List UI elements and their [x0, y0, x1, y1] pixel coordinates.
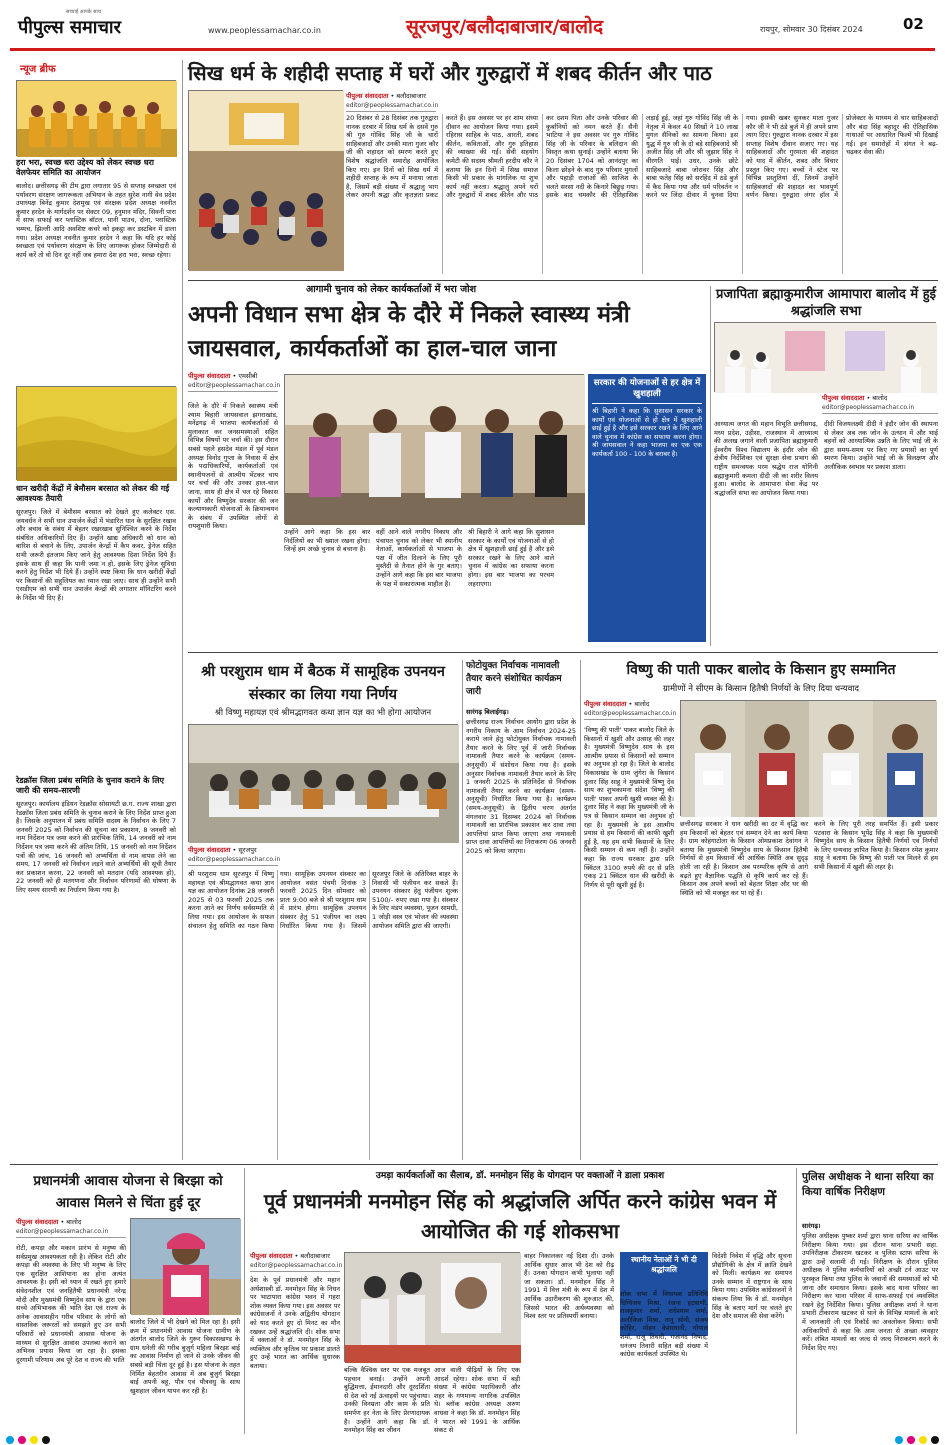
bk-photo — [714, 322, 936, 392]
logo-tag: सच्चाई आपके साथ — [66, 9, 102, 15]
bk-byline: पीपुल्स संवाददाता • बालोद editor@peoplessamachar.co.in — [822, 394, 938, 416]
awas-rule — [244, 1168, 245, 1434]
shabad-body: 20 दिसंबर से 28 दिसंबर तक गुरुद्वारा नानक दरबार में सिख धर्म के दसवें गुरु श्री गुरु गोविंद सिंह जी के चारों साहिबजादों और उनकी माता गुजर कौर जी की शहादत को स्मरण करते हुए विशेष श्रद्धांजलि समारोह आयोजित किए गए। इन दिनों को सिख धर्म में शहीदी सप्ताह के रूप में मनाया जाता है, जिसमें बड़ी संख्या में श्रद्धालु भाग लेकर अपनी श्रद्धा और कृतज्ञता प्रकट करते हैं। इस अवसर पर हर शाम संध्या दीवान का आयोजन किया गया। इसमें रहिरास साहिब के पाठ, आरती, शबद कीर्तन, कविताओं, और गुरु इतिहास की व्याख्या की गई। सेवी सहयोग कमेटी की सदस्य श्रीमती हरदीप कौर ने बताया कि इन दिनों में सिख समाज किसी भी प्रकार के मांगलिक या शुभ कार्य नहीं करता। श्रद्धालु अपने घरों और गुरुद्वारों में शबद कीर्तन और पाठ कर दशम पिता और उनके परिवार की कुर्बानियों को नमन करते हैं। सैनी भाटिया ने इस अवसर पर गुरु गोविंद सिंह जी के परिवार के बलिदान की विस्तृत कथा सुनाई। उन्होंने बताया कि 20 दिसंबर 1704 को आनंदपुर का किला छोड़ने के बाद गुरु परिवार मुगलों और पहाड़ी राजाओं की साजिश के चलते सरसा नदी के किनारे बिछुड़ गया। इसके बाद चमकौर की ऐतिहासिक लड़ाई हुई, जहां गुरु गोविंद सिंह जी के नेतृत्व में केवल 40 सिखों ने 10 लाख मुगल सैनिकों का सामना किया। इस युद्ध में गुरु जी के दो बड़े साहिबजादे श्री अजीत सिंह जी और श्री जुझार सिंह ने वीरगति पाई। उधर, उनके छोटे साहिबजादे बाबा जोरावर सिंह और बाबा फतेह सिंह को सरहिंद में ठंडे बुर्ज में कैद किया गया और धर्म परिवर्तन न करने पर जिंदा दीवार में चुनवा दिया गया। इसकी खबर सुनकर माता गुजर कौर जी ने भी ठंडे बुर्ज में ही अपने प्राण त्याग दिए। गुरुद्वारा नानक दरबार में इस सप्ताह विशेष दीवान सजाए गए। यह साहिबजादों और गुरमाता की शहादत को याद में कीर्तन, शबद और विचार प्रस्तुत किए गए। बच्चों ने स्टेज पर विभिन्न प्रस्तुतियां दीं, जिनमें उन्होंने साहिबजादों की शहादत का भावपूर्ण वर्णन किया। गुरुद्वारा लंगर हॉल में प्रोजेक्टर के माध्यम से चार साहिबजादों और बंदा सिंह बहादुर की ऐतिहासिक गाथाओं पर आधारित फिल्में भी दिखाई गई। इन समारोहों में संगत ने बढ़-चढ़कर सेवा की। — [346, 114, 938, 200]
voterlist-body: छत्तीसगढ़ राज्य निर्वाचन आयोग द्वारा प्रदेश के नगरीय निकाय के आम निर्वाचन 2024-25 कराये जाने हेतु फोटोयुक्त निर्वाचक नामावली तैयार करने के लिए पूर्व में जारी निर्वाचक नामावली तैयार करने के कार्यक्रम (समय-अनुसूची) में संशोधन किया गया है। इसके अनुसार निर्वाचक नामावली तैयार करने के लिए 1 जनवरी 2025 के प्रतिनिर्देश से निर्वाचक नामावली तैयार करने का कार्यक्रम (समय-अनुसूची) निर्धारित किया गया है। कार्यक्रम (समय-अनुसूची) के द्वितीय चरण अंतर्गत मंगलवार 31 दिसम्बर 2024 को निर्वाचक नामावली का प्रारंभिक प्रकाशन कर दावा तथा आपत्तियां प्राप्त किया जाएगा तथा नामावली प्राप्त दावा आपत्तियों का निराकरण 06 जनवरी 2025 को किया जाएगा। — [466, 718, 576, 855]
manmohan-kicker: उमड़ा कार्यकर्ताओं का सैलाब, डॉ. मनमोहन सिंह के योगदान पर वक्ताओं ने डाला प्रकाश — [375, 1171, 665, 1181]
jaiswal-callout-body: श्री बिहारी ने कहा कि सुशासन सरकार के कार्यों एवं योजनाओं से हो क्षेत्र में खुशहाली छाई हुई है और इसे सरकार रखने के लिए आने वाले चुनाव में कांग्रेस का सफाया करना होगा। श्री जायसवाल ने कहा भाजपा का एक एक कार्यकर्ता 100 - 100 के बराबर है। — [592, 407, 702, 458]
vishnu-photo — [680, 700, 936, 816]
jaiswal-col-4: श्री बिहारी ने आगे कहा कि सुशासन सरकार के कार्यों एवं योजनाओं से हो क्षेत्र में खुशहाली छाई हुई है और इसे सरकार रखने के लिए आने वाले चुनाव में कांग्रेस का सफाया करना होगा। इस बार भाजपा का परचम लहराएगा। — [468, 528, 554, 588]
vishnu-subhead: ग्रामीणों ने सीएम के किसान हितैषी निर्णयों के लिए दिया धन्यवाद — [662, 684, 860, 694]
vishnu-body: 'विष्णु की पाती' पाकर बालोद जिले के किसानों में खुशी और उत्साह की लहर है। मुख्यमंत्री विष्णुदेव साय के इस आत्मीय प्रयास से किसानों को सम्मान का अनुभव हो रहा है। जिले के बालोद विकासखंड के ग्राम जुंगेरा के किसान दुलार सिंह साहू ने मुख्यमंत्री विष्णु देव साय का शुभकामना संदेश 'विष्णु की पाती' पाकर अपनी खुशी व्यक्त की है। दुलार सिंह ने कहा कि मुख्यमंत्री जी के पत्र से किसान सम्मान का अनुभव हो रहा है। मुख्यमंत्री के इस आत्मीय प्रयास से हम किसानों की काफी खुशी हुई है, यह हम सभी किसानों के लिए किसी सम्मान से कम नहीं है। उन्होंने कहा कि राज्य सरकार द्वारा प्रति क्विंटल 3100 रुपये की दर से प्रति एकड़ 21 क्विंटल धान की खरीदी के निर्णय से पूरी खुशी हुई है। — [584, 726, 674, 889]
bk-place: बालोद — [872, 394, 888, 402]
bk-body-2: दीदी विजयलक्ष्मी दीदी ने इंदौर जोन की स्थापना से लेकर अब तक जोन के उत्थान में और भाई बहनों को आध्यात्मिक उन्नति के लिए भाई जी के द्वारा समय-समय पर किए गए प्रयासों का पूर्ण स्मरण किया। उन्होंने भाई जी के विलक्षण और अलौकिक स्वभाव पर प्रकाश डाला। — [824, 420, 938, 471]
brief-1-headline: हरा भरा, स्वच्छ धरा उद्देश्य को लेकर स्वच्छ धरा वेलफेयर समिति का आयोजन — [16, 158, 154, 177]
awas-photo — [130, 1218, 240, 1314]
bk-email[interactable]: editor@peoplessamachar.co.in — [822, 404, 915, 411]
shabad-headline: सिख धर्म के शहीदी सप्ताह में घरों और गुरुद्वारों में शबद कीर्तन और पाठ — [188, 61, 712, 85]
manmohan-byline: पीपुल्स संवाददाता • बलौदाबाजार editor@peoplessamachar.co.in — [250, 1252, 340, 1274]
jaiswal-col-3: वहीं आने वाले नगरीय निकाय और पंचायत चुनाव को लेकर भी स्थानीय नेताओं, कार्यकर्ताओं से भाजपा के पक्ष में जीत दिलाने के लिए पूरी मुस्तैदी से तैनात होने के गुर बताए। उन्होंने आगे कहा कि इस बार भाजपा के पक्ष में सकारात्मक माहौल है। — [376, 528, 462, 588]
vishnu-body-2: छत्तीसगढ़ सरकार ने धान खरीदी का दर में वृद्धि कर हम किसानों को बेहतर एवं सम्मान देने का कार्य किया है। ग्राम कोहंगाटोला के किसान ओमप्रकाश देवांगन ने बताया कि मुख्यमंत्री विष्णुदेव साय के किसान हितैषी निर्णयों से हम किसानों की आर्थिक स्थिति अब सुदृढ़ होती जा रही है। किसान अब परम्परिक कृषि से आगे बढ़ते हुए वैज्ञानिक पद्धति से कृषि कार्य कर रहे हैं। किसान अब अपने बच्चों को बेहतर शिक्षा और घर की स्थिति को भी मजबूत कर पा रहे हैं। — [680, 820, 808, 897]
police-body: पुलिस अधीक्षक पुष्कर शर्मा द्वारा थाना सरिया का वार्षिक निरीक्षण किया गया। इस दौरान थाना प्रभारी सहा. उपनिरीक्षक टीकाराम खटकर व पुलिस स्टाफ सरिया के द्वारा उन्हें सलामी दी गई। निरीक्षण के दौरान पुलिस अधीक्षक ने पुलिस कर्मचारियों को अच्छी टर्न आउट पर पुरस्कृत किया तथा पुलिस के जवानों की समस्याओं को भी जाना और समाधान किया। इसके बाद थाना परिसर का निरीक्षण कर थाना परिसर में साफ-सफाई एवं व्यवस्थित रखने हेतु निर्देशित किया। पुलिस अधीक्षक शर्मा ने थाना प्रभारी टीकाराम खटकर से थाने के विभिन्न मामलों के बारे में जानकारी ली एवं रिकॉर्ड का अवलोकन किया। सभी अधिकारियों से कहा कि आम जनता से अच्छा व्यवहार करें। लंबित मामलों का जल्द से जल्द निराकरण करने के निर्देश दिए गए। — [802, 1232, 938, 1352]
masthead-rule — [10, 48, 935, 51]
brief-2-headline: धान खरीदी केंद्रों में बेमौसम बरसात को लेकर की गई आवश्यक तैयारी — [16, 484, 170, 503]
brief-photo-2 — [16, 386, 176, 480]
jaiswal-photo — [284, 374, 584, 524]
parshuram-email[interactable]: editor@peoplessamachar.co.in — [188, 856, 281, 863]
shabad-email[interactable]: editor@peoplessamachar.co.in — [346, 102, 439, 109]
bk-headline: प्रजापिता ब्रह्माकुमारीज आमापारा बालोद में हुई श्रद्धांजलि सभा — [715, 287, 937, 319]
manmohan-email[interactable]: editor@peoplessamachar.co.in — [250, 1262, 343, 1269]
parshuram-subhead: श्री विष्णु महायज्ञ एवं श्रीमद्भागवत कथा ज्ञान यज्ञ का भी होगा आयोजन — [214, 708, 432, 718]
parshuram-headline: श्री परशुराम धाम में बैठक में सामूहिक उपनयन संस्कार का लिया गया निर्णय — [201, 663, 445, 703]
manmohan-col-1: देश के पूर्व प्रधानमंत्री और महान अर्थशास्त्री डॉ. मनमोहन सिंह के निधन पर भाटापारा कांग्रेस भवन में गहरा शोक व्यक्त किया गया। इस अवसर पर कांग्रेसजनों ने उनके अद्वितीय योगदान को याद करते हुए दो मिनट का मौन रखकर उन्हें श्रद्धांजलि दी। शोक सभा में वक्ताओं ने डॉ. मनमोहन सिंह के व्यक्तित्व और कृतित्व पर प्रकाश डालते हुए उन्हें भारत का आर्थिक सुधारक बताया। — [250, 1276, 340, 1370]
awas-place: बालोद — [66, 1218, 82, 1226]
awas-email[interactable]: editor@peoplessamachar.co.in — [16, 1228, 109, 1235]
dateline: रायपुर, सोमवार 30 दिसंबर 2024 — [760, 25, 863, 34]
manmohan-callout-title: स्थानीय नेताओं ने भी दी श्रद्धांजलि — [631, 1255, 697, 1274]
parshuram-body: श्री परशुराम धाम सूरजपुर में विष्णु महायज्ञ एवं श्रीमद्भागवत कथा ज्ञान यज्ञ का आयोजन दिनांक 28 जनवरी 2025 से 03 फरवरी 2025 तक करना आने का निर्णय सर्वसम्मति से लिया गया। इस आयोजन के सफल संचालन हेतु समिति का गठन किया गया। सामूहिक उपनयन संस्कार का आयोजन वसंत पंचमी दिनांक 3 फरवरी 2025 दिन सोमवार को प्रातः 9:00 बजे से श्री परशुराम धाम में प्रारंभ होगा। सामूहिक उपनयन संस्कार हेतु 51 पंजीयन का लक्ष्य निर्धारित किया गया है। जिसमें सूरजपुर जिले के अतिरिक्त बाहर के निवासी भी पंजीयन कर सकते हैं। उपनयन संस्कार हेतु पंजीयन शुल्क 5100/- रुपए रखा गया है। संस्कार के लिए मंडप व्यवस्था, पूजन सामग्री, 1 जोड़ी वस्त्र एवं भोजन की व्यवस्था आयोजन समिति द्वारा की जाएगी। — [188, 870, 458, 930]
vishnu-email[interactable]: editor@peoplessamachar.co.in — [584, 710, 677, 717]
brief-2-body: सूरजपुर। जिले में बेमौसम बरसात को देखते हुए कलेक्टर एस. जयवर्धन ने सभी धान उपार्जन केंद्रों में भंडारित धान के सुरक्षित रखाव और बचाव के संबंध में बेहतर रखरखाव सुनिश्चित करने के निर्देश संबंधित अधिकारियों दिए हैं। उन्होंने खाद्य अधिकारी को धान को बारिश से बचाने के लिए, उपार्जन केन्द्रों में कैप कवर, ड्रेनेज सहित सभी जरूरी इंतजाम किए जाने हेतु आवश्यक दिशा निर्देश दिये हैं। इसके साथ ही कहा कि पानी जमा न हो, इसके लिए ड्रेनेज सुविधा करने हेतु निर्देश भी दिये हैं। उन्होंने स्पष्ट किया कि धान खरीदी केंद्रों पर किसानों की सहूलियत का ध्यान रखा जाए। साथ ही उन्होंने सभी एसडीएम को सभी धान उपार्जन केन्द्रों की लगातार मॉनिटरिंग करने के निर्देश भी दिए हैं। — [16, 508, 176, 602]
bk-body: आध्यात्म जगत की महान विभूति छत्तीसगढ़, मध्य प्रदेश, उड़ीसा, राजस्थान में आध्यात्म की अलख जगाने वाली प्रजापिता ब्रह्माकुमारी ईश्वरीय विश्व विद्यालय के इंदौर जोन की क्षेत्रीय निर्देशिका एवं सुरक्षा सेवा प्रभाग की राष्ट्रीय समन्वयक परम श्रद्धेय राज योगिनी ब्रह्माकुमारी कमला दीदी जी का शरीर विलय हुआ। बालोद के आमापारा सेवा केंद्र पर श्रद्धांजलि सभा का आयोजन किया गया। — [714, 420, 818, 497]
edition-title: सूरजपुर/बलौदाबाजार/बालोद — [406, 16, 604, 38]
manmohan-col-2: बल्कि वैश्विक स्तर पर एक मजबूत पहचान बनाई। उन्होंने अपनी बुद्धिमत्ता, ईमानदारी और दूरदर्शिता से देश को नई ऊंचाइयों पर पहुंचाया। उनकी विनम्रता और काम के प्रति समर्पण हर नेता के लिए प्रेरणादायक है। उन्होंने आगे कहा कि डॉ. मनमोहन सिंह का जीवन — [344, 1366, 430, 1435]
left-column-rule — [182, 60, 183, 1160]
jaiswal-rule — [710, 286, 711, 646]
manmohan-callout-body: शोक सभा में विधायक प्रतिनिधि दिग्विजय मिश्रा, रंजना हटवाणी, राजकुमार शर्मा, राधेश्याम शर्मा, अलौकिक मिश्रा, नानू सोनी, संजय कोहिर, मोहन केशरवानी, गोपाल शर्मा, राजू तिवारी, गजानंद निषाद, धनंजय तिवारी सहित बड़ी संख्या में कांग्रेस कार्यकर्ता उपस्थित थे। — [620, 1290, 708, 1359]
masthead — [0, 0, 945, 46]
manmohan-col-4: बाहर निकालकर नई दिशा दी। उनके आर्थिक सुधार आज भी देश को रीढ़ हैं। उनका योगदान कभी भुलाया नहीं जा सकता। डॉ. मनमोहन सिंह ने 1991 में वित्त मंत्री के रूप में देश में आर्थिक उदारीकरण की शुरुआत की, जिससे भारत की अर्थव्यवस्था को विश्व स्तर पर प्रतिस्पर्धी बनाया। — [524, 1252, 614, 1321]
jaiswal-headline: अपनी विधान सभा क्षेत्र के दौरे में निकले स्वास्थ्य मंत्री जायसवाल, कार्यकर्ताओं का हाल-चाल जाना — [188, 301, 630, 362]
awas-body-2: बालोद जिले में भी देखने को मिल रहा है। इसी क्रम में प्रधानमंत्री आवास योजना ग्रामीण के अंतर्गत बालोद जिले के गुरूर विकासखण्ड के ग्राम धनेली की गरीब बुजुर्ग महिला बिरझा बाई का आवास निर्माण हो जाने से उनके जीवन की सबसे बड़ी चिंता दूर हुई है। इस योजना के तहत निर्मित बेहतरीन आवास में अब बुजुर्ग बिरझा बाई अपनी बहू, पौत्र एवं पौत्रवधु के साथ खुशहाल जीवन यापन कर रही है। — [130, 1318, 240, 1395]
vishnu-body-3: करने के लिए पूरी तरह समर्पित हैं। इसी प्रकार पटवारा के किसान भूपेंद्र सिंह ने कहा कि मुख्यमंत्री विष्णुदेव साय के किसान हितैषी निर्णयों एवं निर्णयों के लिए धन्यवाद ज्ञापित किया है। किसान रमेश कुमार साहू ने बताया कि विष्णु की पाती पत्र मिलने से हम सभी किसानों में खुशी की लहर है। — [814, 820, 938, 871]
manmohan-headline: पूर्व प्रधानमंत्री मनमोहन सिंह को श्रद्धांजलि अर्पित करने कांग्रेस भवन में आयोजित की गई शोकसभा — [263, 1189, 777, 1243]
vishnu-place: बालोद — [634, 700, 650, 708]
jaiswal-byline: पीपुल्स संवाददाता • एमसीबी editor@peoplessamachar.co.in — [188, 372, 278, 394]
voterlist-headline: फोटोयुक्त निर्वाचक नामावली तैयार करने संशोधित कार्यक्रम जारी — [466, 661, 562, 697]
color-registration-marks — [0, 1436, 945, 1445]
shabad-bottom-rule — [188, 280, 938, 281]
manmohan-place: बलौदाबाजार — [300, 1252, 330, 1260]
manmohan-photo-main — [344, 1252, 520, 1362]
jaiswal-callout-title: सरकार की योजनाओं से हर क्षेत्र में खुशहाली — [592, 378, 702, 404]
brief-1-body: बालोद। छत्तीसगढ़ की टीम द्वारा लगातार 95 से सप्ताह स्वच्छता एवं पर्यावरण संरक्षण जागरूकता अभियान के तहत सुरेश नागी वेव प्रदेश उपाध्यक्ष बिनेंद्र कुमार देशमुख एवं संरक्षक प्रदेश अध्यक्ष नवनीत कुमार हरदेन के मार्गदर्शन पर सेक्टर 09, हनुमान मंदिर, सिवनी पारा में साफ सफाई कर प्लास्टिक बॉटल, पानी पाउच, दोना, प्लास्टिक चम्मच, झिल्ली आदि अवशिष्ट कचरे को इकट्ठा कर डस्टबिन में डाला गया। प्रदेश अध्यक्ष नवनीत कुमार हरदेन ने कहा कि यदि हर कोई स्वच्छता एवं पर्यावरण संरक्षण के लिए जागरूक होकर जिम्मेदारी से कार्य करें तो वो दिन दूर नहीं जब हमारा देश हरा भरा, स्वच्छ रहेगा। — [16, 182, 176, 259]
shabad-reporter: पीपुल्स संवाददाता — [346, 92, 389, 100]
logo — [18, 9, 178, 42]
jaiswal-col-2: उन्होंने आगे कहा कि इस बार निर्दलियों का भी ख्याल रखना होगा। जिन्हें हम अच्छे चुनाव से बचाना है। — [284, 528, 370, 554]
voterlist-byline: सारंगढ़ बिलाईगढ़। — [466, 708, 509, 716]
parshuram-photo — [188, 724, 458, 842]
manmohan-reporter: पीपुल्स संवाददाता — [250, 1252, 293, 1260]
page-number: 02 — [903, 15, 924, 33]
brief-3-headline: रेडक्रॉस जिला प्रबंध समिति के चुनाव कराने के लिए जारी की समय-सारणी — [16, 776, 165, 795]
jaiswal-place: एमसीबी — [238, 372, 258, 380]
parshuram-reporter: पीपुल्स संवाददाता — [188, 846, 231, 854]
vishnu-reporter: पीपुल्स संवाददाता — [584, 700, 627, 708]
news-brief-label: न्यूज ब्रीफ — [20, 64, 56, 75]
jaiswal-kicker: आगामी चुनाव को लेकर कार्यकर्ताओं में भरा जोश — [306, 284, 477, 295]
mid-rule-2 — [10, 1164, 938, 1165]
brief-photo-1 — [16, 80, 176, 156]
parshuram-place: सूरजपुर — [238, 846, 257, 854]
awas-headline: प्रधानमंत्री आवास योजना से बिरझा को आवास मिलने से चिंता हुई दूर — [33, 1173, 223, 1211]
manmohan-col-3: आज वाली पीढ़ियों के लिए एक आदर्श रहेगा। शोक सभा में बड़ी संख्या में कांग्रेस पदाधिकारी और शहर के गणमान्य नागरिक उपस्थित थे। ब्लॉक कांग्रेस अध्यक्ष अरुण वाधवा ने कहा कि डॉ. मनमोहन सिंह ने भारत को 1991 के आर्थिक संकट से — [434, 1366, 520, 1435]
parshuram-rule — [462, 660, 463, 1160]
manmohan-after-callout: विदेशी निवेश में वृद्धि और सूचना प्रौद्योगिकी के क्षेत्र में क्रांति देखने को मिली। कार्यक्रम का समापन उनके सम्मान में राष्ट्रगान के साथ किया गया। उपस्थित कांग्रेसजनों ने संकल्प लिया कि वे डॉ. मनमोहन सिंह के बताए मार्ग पर चलते हुए देश और समाज की सेवा करेंगे। — [712, 1252, 792, 1321]
mid-rule-1 — [188, 652, 938, 653]
manmohan-rule — [796, 1168, 797, 1434]
voterlist-rule — [580, 660, 581, 1160]
awas-byline: पीपुल्स संवाददाता • बालोद editor@peoplessamachar.co.in — [16, 1218, 126, 1240]
police-headline: पुलिस अधीक्षक ने थाना सरिया का किया वार्षिक निरीक्षण — [802, 1171, 934, 1198]
shabad-byline: पीपुल्स संवाददाता • बलौदाबाजार editor@peoplessamachar.co.in — [346, 92, 436, 114]
jaiswal-reporter: पीपुल्स संवाददाता — [188, 372, 231, 380]
jaiswal-email[interactable]: editor@peoplessamachar.co.in — [188, 382, 281, 389]
bk-reporter: पीपुल्स संवाददाता — [822, 394, 865, 402]
parshuram-byline: पीपुल्स संवाददाता • सूरजपुर editor@peoplessamachar.co.in — [188, 846, 278, 868]
awas-body: रोटी, कपड़ा और मकान प्रारंभ से मनुष्य की सर्वप्रमुख आवश्यकता रही है। लेकिन रोटी और कपड़ा की व्यवस्था के लिए भी मनुष्य के लिए एक सुरक्षित आशियाना का होना अत्यंत आवश्यक है। इसी को ध्यान में रखते हुए हमारे संवेदनशील एवं जनहितैषी प्रधानमंत्री नरेन्द्र मोदी और मुख्यमंत्री विष्णुदेव साय के द्वारा एक सच्चे अभिभावक की भांति देश एवं राज्य के अनेक आवासहीन गरीब परिवार के लोगों को वास्तविक जरूरतों को समझते हुए उन सभी परिवारों को प्रधानमंत्री आवास योजना के माध्यम से सुरक्षित आवास उपलब्ध कराने का अभिनव प्रयास किया जा रहा है। इसका दूरगामी परिणाम अब पूरे देश व राज्य की भांति — [16, 1244, 126, 1364]
site-url[interactable]: www.peoplessamachar.co.in — [208, 26, 321, 35]
police-byline: सारंगढ़। — [802, 1222, 821, 1230]
vishnu-byline: पीपुल्स संवाददाता • बालोद editor@peoplessamachar.co.in — [584, 700, 674, 722]
vishnu-headline: विष्णु की पाती पाकर बालोद के किसान हुए सम्मानित — [626, 662, 896, 678]
shabad-place: बलौदाबाजार — [396, 92, 426, 100]
shabad-photo — [188, 90, 343, 270]
brief-3-body: सूरजपुर। कार्यालय इंडियन रेडक्रॉस सोसायटी छ.ग. राज्य शाखा द्वारा रेडक्रॉस जिला प्रबंध समिति के चुनाव कराने के लिए निर्देश प्राप्त हुआ है। जिसके अनुपालन में प्रबंध समिति सदस्य के निर्वाचन के लिए 7 जनवरी 2025 को निर्वाचन की सूचना का प्रकाशन, 8 जनवरी को नाम निर्देशन पत्र जमा करने की प्रारंभिक तिथि, 14 जनवरी को नाम निर्देशन पत्र जमा करने की अंतिम तिथि, 15 जनवरी को नाम निर्देशन पत्रों की जांच, 16 जनवरी को अभ्यर्थिता से नाम वापस लेने का समय, 17 जनवरी को निर्वाचन लड़ने वाले अभ्यर्थियों की सूची तैयार कर प्रकाशन करना, 22 जनवरी को मतदान (यदि आवश्यक हो), 22 जनवरी को ही मतगणना और निर्वाचन परिणामों की घोषणा के लिए समय सारणी का निर्धारण किया गया है। — [16, 800, 176, 894]
jaiswal-callout — [588, 374, 706, 642]
awas-reporter: पीपुल्स संवाददाता — [16, 1218, 59, 1226]
jaiswal-col-1: जिले के दौरे में निकले स्वास्थ्य मंत्री श्याम बिहारी जायसवाल झगराखांड, मनेंद्रगढ़ में भाजपा कार्यकर्ताओं से मुलाकात कर जनसमस्याओं सहित विभिन्न विषयों पर चर्चा की। इस दौरान सबसे पहले हसदेव मंडल में पूर्व मंडल अध्यक्ष विनोद गुप्ता के निवास में क्षेत्र के पदाधिकारियों, कार्यकर्ताओं एवं स्थानीयजनों से आत्मीय भेंटकर चाय पर चर्चा की और उनका हाल-चाल जाना, साथ ही क्षेत्र में चल रहे विकास कार्यों और विष्णुदेव सरकार की जन कल्याणकारी योजनाओं के क्रियान्वयन के संबंध में उपस्थित लोगों से रायशुमारी किया। — [188, 402, 278, 531]
logo-text: पीपुल्स समाचार — [18, 17, 121, 38]
